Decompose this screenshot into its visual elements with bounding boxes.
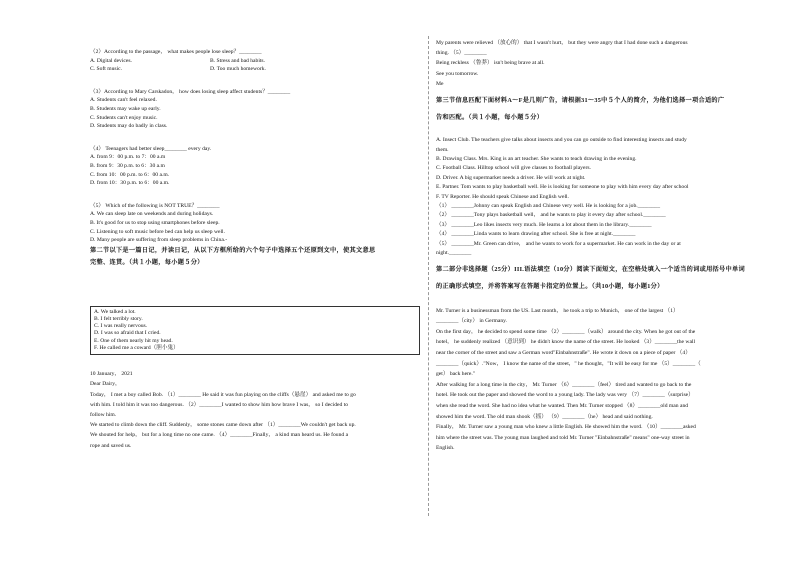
- matching-items: [436, 202, 780, 258]
- passage-line: when she read the word. She had no idea what he wanted. Then Mr. Turner stopped （8）________old man and: [436, 403, 689, 410]
- passage-line: Mr. Turner is a businessman from the US. Last month， he took a trip to Munich， one of the largest （1）: [436, 307, 679, 314]
- question-3: [90, 88, 420, 131]
- right-column: [436, 38, 780, 454]
- option-a: A. from 9：00 p.m. to 7：00 a.m: [90, 154, 166, 161]
- diary-text: [90, 369, 420, 451]
- option-c: C. Students can't enjoy music.: [90, 114, 158, 121]
- diary-line: My parents were relieved （放心的） that I wasn't hurt， but they were angry that I had done such a dangerous: [436, 40, 688, 46]
- match-item: night.________: [436, 250, 472, 257]
- option-c: C. from 10：00 p.m. to 6：00 a.m.: [90, 171, 170, 178]
- ad-line: C. Football Class. Hilltop school will give classes to football players.: [436, 165, 591, 172]
- match-item: （4） ________Linda wants to learn drawing after school. She is free at night.________: [436, 231, 636, 238]
- ad-line: them.: [436, 146, 449, 153]
- match-item: （1） ________Johnny can speak English and Chinese very well. He is looking for a job.________: [436, 203, 661, 210]
- question-stem: （2）According to the passage， what makes people lose sleep？________: [90, 49, 262, 55]
- passage-line: get） back here.": [436, 371, 476, 378]
- diary-line: thing. （5）________: [436, 50, 487, 57]
- diary-date: 10 January， 2021: [90, 371, 133, 378]
- option-a: A. We can sleep late on weekends and during holidays.: [90, 211, 214, 218]
- passage-line: Finally， Mr. Turner saw a young man who knew a little English. He showed him the word. （10）________asked: [436, 424, 696, 431]
- ad-line: E. Partner. Tom wants to play basketball well. He is looking for someone to play with him every day after school: [436, 184, 689, 191]
- box-item: F. He called me a coward（胆小鬼）: [94, 344, 179, 351]
- passage-line: On the first day， he decided to spend some time （2）________（walk） around the city. When he got out of the: [436, 328, 696, 335]
- passage-line: After walking for a long time in the city， Mr. Turner （6）________（feel） tired and wanted to go back to the: [436, 381, 692, 388]
- passage-line: showed him the word. The old man shook（摇） （9）________（he） head and said nothing.: [436, 413, 653, 420]
- column-divider: [428, 36, 429, 516]
- diary-line: rope and saved us.: [90, 442, 132, 449]
- passage-line: near the corner of the street and saw a German word"Einbahnstraße". He wrote it down on a piece of paper （4）: [436, 350, 691, 357]
- option-d: D. Many people are suffering from sleep problems in China.-: [90, 237, 228, 244]
- diary-line: See you tomorrow.: [436, 70, 479, 77]
- passage-line: hotel， he suddenly realized （意识到） he didn't know the name of the street. He looked （3）________the wall: [436, 339, 696, 346]
- option-c: C. Listening to soft music before bed can help us sleep well.: [90, 228, 225, 235]
- match-item: （3） ________Leo likes insects very much. He learns a lot about them in the library.________: [436, 221, 652, 228]
- option-b: B. Stress and bad habits.: [210, 57, 266, 64]
- advertisements: [436, 136, 780, 202]
- box-item: E. One of them nearly hit my head.: [94, 337, 173, 344]
- diary-ending: [436, 38, 780, 89]
- question-4: [90, 145, 420, 188]
- box-item: B. I felt terribly story.: [94, 316, 143, 323]
- grammar-passage: [436, 306, 780, 454]
- left-column: [90, 48, 420, 451]
- question-stem: （5） Which of the following is NOT TRUE？________: [90, 202, 220, 209]
- diary-line: with him. I told him it was too dangerous. （2）________I wanted to show him how brave I was， so I decided to: [90, 401, 349, 408]
- section-3-title-line-2: 告和匹配。（共１小题，每小题５分）: [436, 113, 544, 121]
- ad-line: B. Drawing Class. Mrs. King is an art teacher. She wants to teach drawing in the evening.: [436, 156, 637, 163]
- option-d: D. Students may do badly in class.: [90, 123, 168, 130]
- passage-line: hotel. He took out the paper and showed the word to a young lady. The lady was very （7）________（surprise）: [436, 392, 694, 399]
- option-a: A. Students can't feel relaxed.: [90, 97, 157, 104]
- question-5: [90, 202, 420, 245]
- question-stem: （3）According to Mary Carskadon， how does losing sleep affect students？________: [90, 88, 291, 95]
- option-c: C. Soft music.: [90, 66, 123, 73]
- option-d: D. Too much homework.: [210, 66, 266, 73]
- part-2-title: 第二部分非选择题（25分）III.语法填空（10分）阅读下面短文，在空格处填入一个适当的词或用括号中单词: [436, 266, 745, 274]
- match-item: （2） ________Tony plays basketball well， and he wants to play it every day after school.________: [436, 212, 666, 219]
- match-item: （5） ________Mr. Green can drive， and he wants to work for a supermarket. He can work in the day or at: [436, 240, 681, 247]
- diary-line: We started to climb down the cliff. Suddenly， some stones came down after （1）________We couldn't get back up.: [90, 422, 356, 429]
- box-item: D. I was so afraid that I cried.: [94, 330, 161, 337]
- box-item: C. I was really nervous.: [94, 323, 148, 330]
- option-b: B. from 9：30 p.m. to 6：30 a.m: [90, 162, 165, 169]
- diary-line: We shouted for help， but for a long time no one came. （4）________Finally， a kind man heard us. He found a: [90, 432, 349, 439]
- passage-line: him where the street was. The young man laughed and told Mr. Turner "Einbahnstraße" means" one-way street in: [436, 434, 690, 441]
- diary-greeting: Dear Dairy，: [90, 381, 121, 388]
- passage-line: ________（city） in Germany.: [436, 318, 507, 325]
- question-stem: （4） Teenagers had better sleep________ every day.: [90, 145, 212, 152]
- ad-line: A. Insect Club. The teachers give talks about insects and you can go outside to find interesting insects and study: [436, 137, 687, 144]
- question-2: [90, 48, 420, 74]
- diary-line: follow him.: [90, 411, 117, 418]
- option-d: D. from 10：30 p.m. to 6：00 a.m.: [90, 180, 170, 187]
- option-b: B. Students may wake up early.: [90, 105, 161, 112]
- ad-line: F. TV Reporter. He should speak Chinese and English well.: [436, 193, 569, 200]
- section-title-line-2: 完整、连贯。（共１小题，每小题５分）: [90, 259, 204, 267]
- diary-line: Being reckless （鲁莽） isn't being brave at all.: [436, 60, 545, 67]
- section-3-title: 第三节信息匹配下面材料A～F是几则广告，请根据31～35中５个人的简介，为他们选择一项合适的广: [436, 97, 725, 105]
- option-a: A. Digital devices.: [90, 57, 132, 64]
- part-2-title-line-2: 的正确形式填空，并将答案写在答题卡指定的位置上。（共10小题，每小题1分）: [436, 283, 664, 291]
- ad-line: D. Driver. A big supermarket needs a driver. He will work at night.: [436, 174, 586, 181]
- diary-signature: Me: [436, 80, 444, 87]
- box-item: A. We talked a lot.: [94, 308, 136, 315]
- diary-line: Today， I met a boy called Bob. （1）________ He said it was fun playing on the cliffs（悬崖） and asked me to go: [90, 391, 356, 398]
- sentence-option-box: [90, 306, 420, 355]
- section-title: 第二节以下是一篇日记，并读日记，从以下方框所给的六个句子中选择五个还原到文中，使其文意思: [90, 246, 376, 254]
- option-b: B. It's good for us to stop using smartphones before sleep.: [90, 219, 220, 226]
- passage-line: ________（quick）."Now， I know the name of the street，" he thought，"It will be easy for me （5）________（: [436, 360, 701, 367]
- passage-line: English.: [436, 445, 455, 452]
